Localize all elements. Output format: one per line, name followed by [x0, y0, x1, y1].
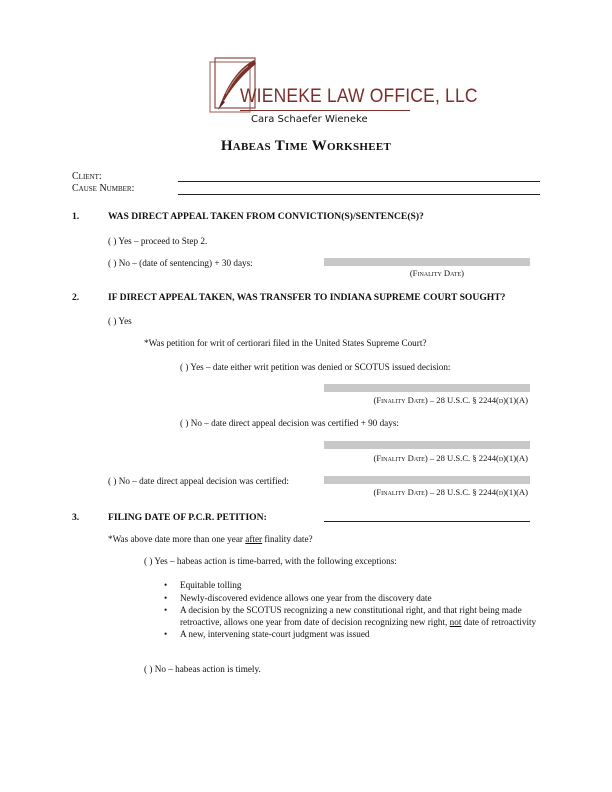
client-field[interactable]	[178, 181, 540, 182]
section-2-number: 2.	[72, 292, 80, 303]
s3-yes-option[interactable]: ( ) Yes – habeas action is time-barred, with the following exceptions:	[144, 556, 397, 566]
logo-divider	[240, 110, 410, 111]
cert-yes-option[interactable]: ( ) Yes – date either writ petition was denied or SCOTUS issued decision:	[180, 362, 451, 372]
section-2-heading: IF DIRECT APPEAL TAKEN, WAS TRANSFER TO INDIANA SUPREME COURT SOUGHT?	[108, 292, 506, 303]
s1-yes-option[interactable]: ( ) Yes – proceed to Step 2.	[108, 236, 208, 246]
timeliness-question: *Was above date more than one year after finality date?	[108, 534, 313, 544]
s1-finality-date-field[interactable]	[324, 258, 530, 266]
list-item: • Newly-discovered evidence allows one year from the discovery date	[152, 593, 542, 604]
exceptions-list	[152, 580, 542, 642]
s3-no-option[interactable]: ( ) No – habeas action is timely.	[144, 664, 261, 674]
firm-name: WIENEKE LAW OFFICE, LLC	[240, 86, 478, 107]
section-1-number: 1.	[72, 211, 80, 222]
page-title: Habeas Time Worksheet	[220, 138, 392, 154]
s2-no-option[interactable]: ( ) No – date direct appeal decision was certified:	[108, 476, 289, 486]
cert-no-date-field[interactable]	[324, 441, 530, 449]
section-3-number: 3.	[72, 512, 80, 523]
list-item: • A new, intervening state-court judgment was issued	[152, 629, 542, 640]
section-1-heading: WAS DIRECT APPEAL TAKEN FROM CONVICTION(S)/SENTENCE(S)?	[108, 211, 424, 222]
section-3-heading: FILING DATE OF P.C.R. PETITION:	[108, 512, 267, 523]
s1-finality-caption: (Finality Date)	[409, 268, 464, 278]
list-item: • Equitable tolling	[152, 580, 542, 591]
certiorari-question: *Was petition for writ of certiorari filed in the United States Supreme Court?	[144, 338, 427, 348]
cert-no-option[interactable]: ( ) No – date direct appeal decision was certified + 90 days:	[180, 418, 399, 428]
signature: Cara Schaefer Wieneke	[251, 114, 368, 125]
cause-number-label: Cause Number:	[72, 183, 135, 194]
s1-no-option[interactable]: ( ) No – (date of sentencing) + 30 days:	[108, 258, 253, 268]
cause-number-field[interactable]	[178, 194, 540, 195]
cert-no-caption: (Finality Date) – 28 U.S.C. § 2244(d)(1)(A)	[373, 453, 528, 463]
cert-yes-caption: (Finality Date) – 28 U.S.C. § 2244(d)(1)(A)	[373, 395, 528, 405]
s2-yes-option[interactable]: ( ) Yes	[108, 316, 132, 326]
s2-no-date-field[interactable]	[324, 476, 530, 484]
client-label: Client:	[72, 171, 102, 182]
firm-logo	[204, 56, 478, 136]
s2-no-caption: (Finality Date) – 28 U.S.C. § 2244(d)(1)(A)	[373, 487, 528, 497]
list-item: • A decision by the SCOTUS recognizing a new constitutional right, and that right being made retroactive, allows one year from date of decision recognizing new right, not date of retroactivity	[152, 605, 542, 627]
cert-yes-date-field[interactable]	[324, 384, 530, 392]
pcr-filing-date-field[interactable]	[324, 521, 530, 522]
